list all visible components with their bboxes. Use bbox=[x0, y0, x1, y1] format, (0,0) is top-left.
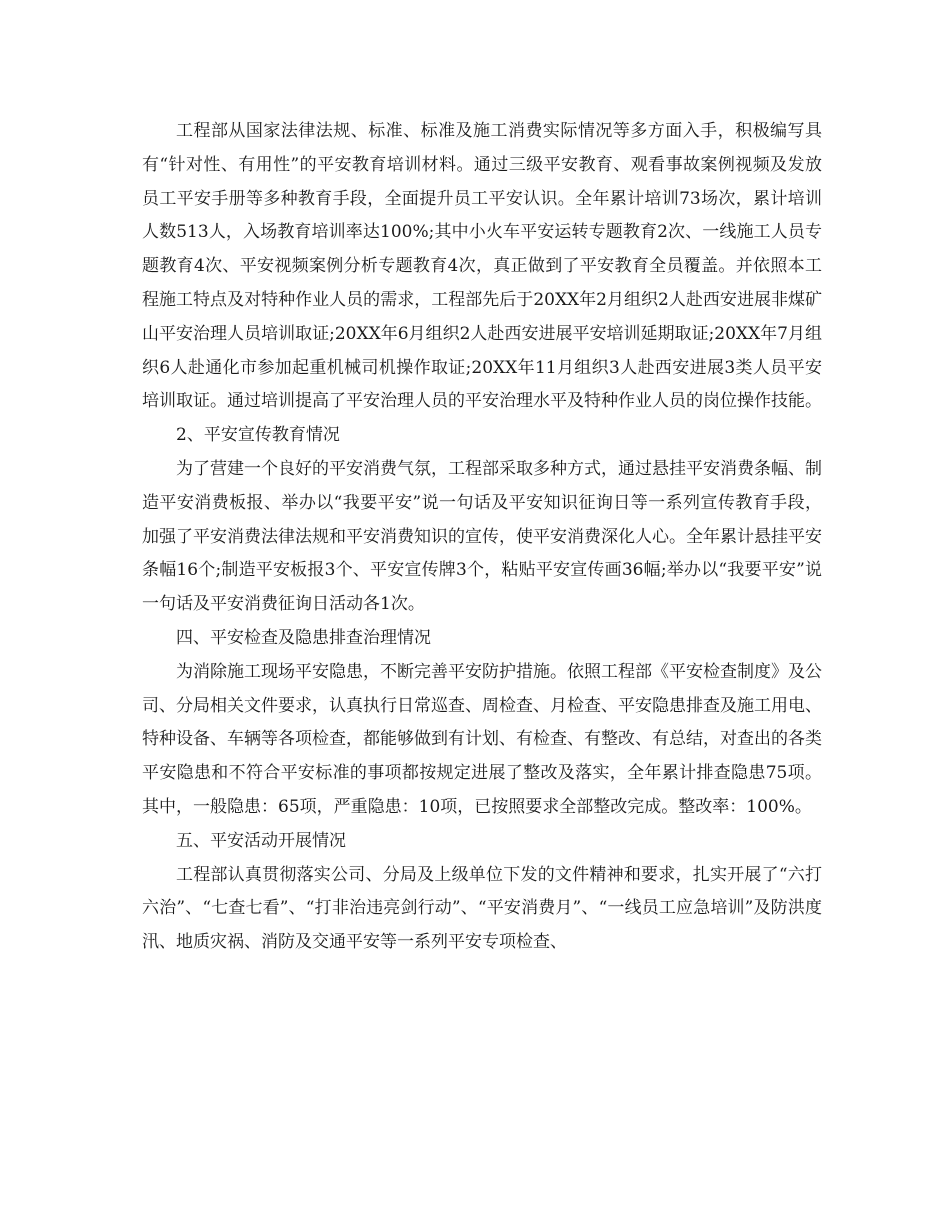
paragraph-training: 工程部从国家法律法规、标准、标准及施工消费实际情况等多方面入手，积极编写具有“针对性、有用性”的平安教育培训材料。通过三级平安教育、观看事故案例视频及发放员工平安手册等多种教育手段，全面提升员工平安认识。全年累计培训73场次，累计培训人数513人，入场教育培训率达100%;其中小火车平安运转专题教育2次、一线施工人员专题教育4次、平安视频案例分析专题教育4次，真正做到了平安教育全员覆盖。并依照本工程施工特点及对特种作业人员的需求，工程部先后于20XX年2月组织2人赴西安进展非煤矿山平安治理人员培训取证;20XX年6月组织2人赴西安进展平安培训延期取证;20XX年7月组织6人赴通化市参加起重机械司机操作取证;20XX年11月组织3人赴西安进展3类人员平安培训取证。通过培训提高了平安治理人员的平安治理水平及特种作业人员的岗位操作技能。 bbox=[142, 121, 822, 412]
paragraph-activities: 工程部认真贯彻落实公司、分局及上级单位下发的文件精神和要求，扎实开展了“六打六治”、“七查七看”、“打非治违亮剑行动”、“平安消费月”、“一线员工应急培训”及防洪度汛、地质灾祸、消防及交通平安等一系列平安专项检查、 bbox=[142, 864, 822, 953]
heading-safety-publicity: 2、平安宣传教育情况 bbox=[176, 425, 340, 446]
heading-activities: 五、平安活动开展情况 bbox=[176, 830, 346, 851]
paragraph-inspection: 为消除施工现场平安隐患，不断完善平安防护措施。依照工程部《平安检查制度》及公司、分局相关文件要求，认真执行日常巡查、周检查、月检查、平安隐患排查及施工用电、特种设备、车辆等各项检查，都能够做到有计划、有检查、有整改、有总结，对查出的各类平安隐患和不符合平安标准的事项都按规定进展了整改及落实，全年累计排查隐患75项。其中，一般隐患：65项，严重隐患：10项，已按照要求全部整改完成。整改率：100%。 bbox=[142, 661, 822, 817]
document-body bbox=[142, 115, 822, 960]
paragraph-publicity: 为了营建一个良好的平安消费气氛，工程部采取多种方式，通过悬挂平安消费条幅、制造平安消费板报、举办以“我要平安”说一句话及平安知识征询日等一系列宣传教育手段，加强了平安消费法律法规和平安消费知识的宣传，使平安消费深化人心。全年累计悬挂平安条幅16个;制造平安板报3个、平安宣传牌3个，粘贴平安宣传画36幅;举办以“我要平安”说一句话及平安消费征询日活动各1次。 bbox=[142, 458, 822, 615]
heading-inspection: 四、平安检查及隐患排查治理情况 bbox=[176, 627, 431, 648]
